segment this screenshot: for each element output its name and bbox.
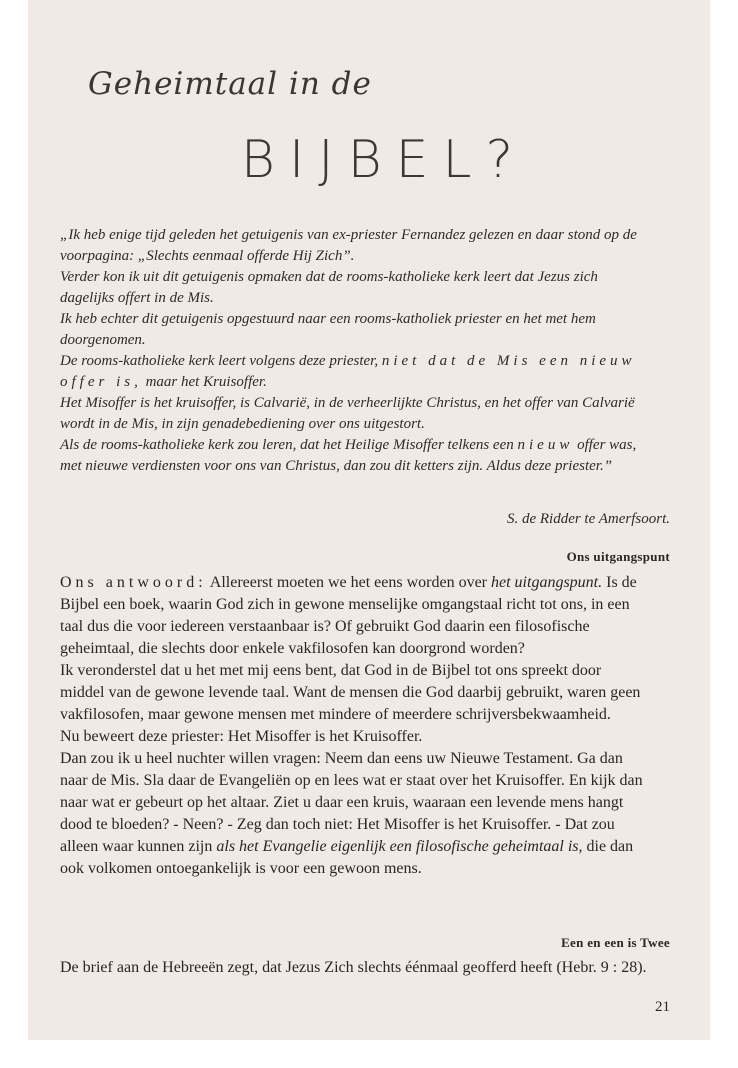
section-heading: Een en een is Twee xyxy=(561,935,670,950)
main-title: BIJBEL? xyxy=(240,130,528,190)
body-paragraph: De brief aan de Hebreeën zegt, dat Jezus Zich slechts éénmaal geofferd heeft (Hebr. 9 : 28). xyxy=(60,959,647,976)
body-text: die dan ook volkomen ontoegankelijk is voor een gewoon mens. xyxy=(60,838,634,877)
section-body xyxy=(60,957,648,979)
body-text: Is de Bijbel een boek, waarin God zich in gewone menselijke omgangstaal richt tot ons, in een taal dus die voor iedereen verstaanbaar is? Of gebruikt God daarin een filosofische geheimtaal, die slechts door enkele vakfilosofen kan doorgrond worden? xyxy=(60,574,637,657)
body-paragraph xyxy=(60,748,648,880)
letter-spaced-text: niet dat de Mis een nieuw offer is, xyxy=(60,353,636,390)
section-heading: Ons uitgangspunt xyxy=(566,549,670,564)
letter-paragraph: Ik heb echter dit getuigenis opgestuurd naar een rooms-katholiek priester en het met hem doorgenomen. xyxy=(60,311,596,348)
body-text: Allereerst moeten we het eens worden over xyxy=(206,574,491,591)
body-paragraph: Ik veronderstel dat u het met mij eens bent, dat God in de Bijbel tot ons spreekt door middel van de gewone levende taal. Want de mensen die God daarbij gebruikt, waren geen vakfilosofen, maar gewone mensen met mindere of meerdere schrijversbekwaamheid. xyxy=(60,662,641,723)
lead-text: Ons antwoord: xyxy=(60,574,207,591)
letter-paragraph xyxy=(60,351,648,393)
letter-paragraph: Het Misoffer is het kruisoffer, is Calvarië, in de verheerlijkte Christus, en het offer van Calvarië wordt in de Mis, in zijn genadebediening over ons uitgestort. xyxy=(60,395,635,432)
body-emphasis: als het Evangelie eigenlijk een filosofische geheimtaal is, xyxy=(216,838,583,855)
letter-text: Als de rooms-katholieke kerk zou leren, dat het Heilige Misoffer telkens een xyxy=(60,437,518,453)
script-title: Geheimtaal in de xyxy=(88,66,372,102)
section-body xyxy=(60,572,648,880)
letter-paragraph xyxy=(60,435,648,477)
letter-text: De rooms-katholieke kerk leert volgens deze priester, xyxy=(60,353,382,369)
body-paragraph xyxy=(60,572,648,660)
body-emphasis: het uitgangspunt. xyxy=(491,574,603,591)
reader-letter xyxy=(60,225,648,477)
letter-spaced-text: nieuw xyxy=(517,437,574,453)
letter-paragraph: „Ik heb enige tijd geleden het getuigenis van ex-priester Fernandez gelezen en daar stond op de voorpagina: „Slechts eenmaal offerde Hij Zich”. xyxy=(60,227,637,264)
page-number: 21 xyxy=(655,999,670,1015)
letter-text: offer was, met nieuwe verdiensten voor ons van Christus, dan zou dit ketters zijn. Aldus deze priester.” xyxy=(60,437,637,474)
letter-signature: S. de Ridder te Amerfsoort. xyxy=(506,511,670,527)
letter-text: maar het Kruisoffer. xyxy=(141,374,267,390)
body-text: Dan zou ik u heel nuchter willen vragen: Neem dan eens uw Nieuwe Testament. Ga dan naar de Mis. Sla daar de Evangeliën op en lees wat er staat over het Kruisoffer. En kijk dan naar wat er gebeurt op het altaar. Ziet u daar een kruis, waaraan een levende mens hangt dood te bloeden? - Neen? - Zeg dan toch niet: Het Misoffer is het Kruisoffer. - Dat zou alleen waar kunnen zijn xyxy=(60,750,643,855)
body-paragraph: Nu beweert deze priester: Het Misoffer is het Kruisoffer. xyxy=(60,728,423,745)
letter-paragraph: Verder kon ik uit dit getuigenis opmaken dat de rooms-katholieke kerk leert dat Jezus zich dagelijks offert in de Mis. xyxy=(60,269,598,306)
